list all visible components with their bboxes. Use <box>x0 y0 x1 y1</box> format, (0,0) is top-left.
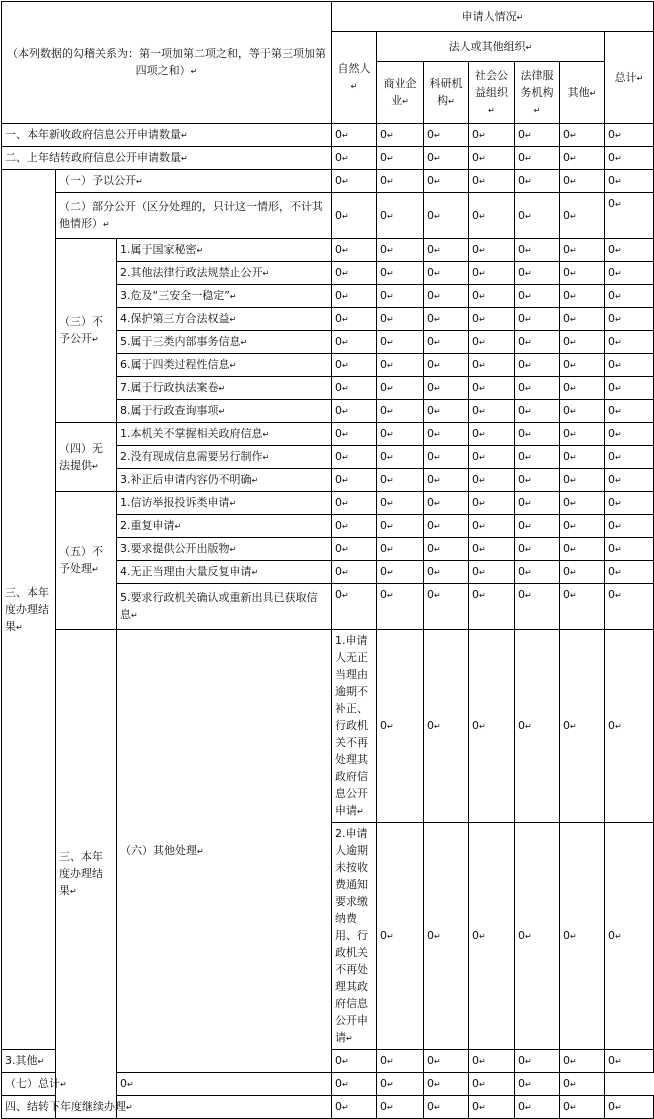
value-cell: 0↵ <box>560 515 605 538</box>
row-label: 7.属于行政执法案卷↵ <box>117 377 332 400</box>
value-cell: 0↵ <box>515 1073 560 1096</box>
value-cell: 0↵ <box>515 147 560 170</box>
value-cell: 0↵ <box>332 193 377 239</box>
commercial-header: 商业企业↵ <box>377 62 424 124</box>
value-cell: 0↵ <box>377 170 424 193</box>
value-cell: 0↵ <box>515 285 560 308</box>
value-cell: 0↵ <box>424 630 469 823</box>
row-label: 4.无正当理由大量反复申请↵ <box>117 561 332 584</box>
table-row <box>2 423 654 446</box>
row-label: 3.其他↵ <box>2 1050 56 1073</box>
value-cell: 0↵ <box>469 285 515 308</box>
value-cell: 0↵ <box>469 630 515 823</box>
value-cell: 0↵ <box>332 1096 377 1119</box>
value-cell: 0↵ <box>515 193 560 239</box>
value-cell: 0↵ <box>424 400 469 423</box>
value-cell: 0↵ <box>515 538 560 561</box>
value-cell: 0↵ <box>605 1050 654 1073</box>
value-cell: 0↵ <box>469 446 515 469</box>
value-cell: 0↵ <box>377 446 424 469</box>
row-label: 5.属于三类内部事务信息↵ <box>117 331 332 354</box>
row-label: 1.本机关不掌握相关政府信息↵ <box>117 423 332 446</box>
value-cell: 0↵ <box>377 124 424 147</box>
value-cell: 0↵ <box>377 423 424 446</box>
value-cell: 0↵ <box>332 469 377 492</box>
value-cell: 0↵ <box>605 193 654 239</box>
value-cell: 0↵ <box>469 423 515 446</box>
value-cell: 0↵ <box>515 1096 560 1119</box>
row-label: 2.没有现成信息需要另行制作↵ <box>117 446 332 469</box>
statistics-table <box>1 1 654 1119</box>
value-cell: 0↵ <box>377 1073 424 1096</box>
row-label: 8.属于行政查询事项↵ <box>117 400 332 423</box>
row-label: 2.申请人逾期未按收费通知要求缴纳费用、行政机关不再处理其政府信息公开申请↵ <box>332 823 377 1050</box>
value-cell: 0↵ <box>515 584 560 630</box>
value-cell: 0↵ <box>560 538 605 561</box>
value-cell: 0↵ <box>377 469 424 492</box>
value-cell: 0↵ <box>377 515 424 538</box>
value-cell: 0↵ <box>377 147 424 170</box>
value-cell: 0↵ <box>332 446 377 469</box>
value-cell: 0↵ <box>469 400 515 423</box>
table-row <box>2 193 654 239</box>
value-cell: 0↵ <box>332 239 377 262</box>
value-cell: 0↵ <box>424 561 469 584</box>
row-label: 3.危及“三安全一稳定”↵ <box>117 285 332 308</box>
value-cell: 0↵ <box>469 561 515 584</box>
value-cell: 0↵ <box>605 262 654 285</box>
value-cell: 0↵ <box>560 262 605 285</box>
value-cell: 0↵ <box>469 308 515 331</box>
value-cell: 0↵ <box>424 446 469 469</box>
value-cell: 0↵ <box>469 331 515 354</box>
value-cell: 0↵ <box>424 538 469 561</box>
value-cell: 0↵ <box>560 630 605 823</box>
row-label: 2.其他法律行政法规禁止公开↵ <box>117 262 332 285</box>
row-label: （一）予以公开↵ <box>56 170 332 193</box>
value-cell: 0↵ <box>605 170 654 193</box>
value-cell: 0↵ <box>605 331 654 354</box>
value-cell: 0↵ <box>560 377 605 400</box>
value-cell: 0↵ <box>424 584 469 630</box>
value-cell: 0↵ <box>424 262 469 285</box>
row-label: 6.属于四类过程性信息↵ <box>117 354 332 377</box>
value-cell: 0↵ <box>332 308 377 331</box>
value-cell: 0↵ <box>332 377 377 400</box>
group-six-label: （六）其他处理↵ <box>117 630 332 1073</box>
value-cell: 0↵ <box>605 377 654 400</box>
table-row <box>2 1073 654 1096</box>
value-cell: 0↵ <box>560 1073 605 1096</box>
value-cell: 0↵ <box>560 193 605 239</box>
value-cell: 0↵ <box>560 446 605 469</box>
value-cell: 0↵ <box>424 124 469 147</box>
value-cell: 0↵ <box>332 331 377 354</box>
value-cell: 0↵ <box>424 239 469 262</box>
value-cell: 0↵ <box>424 354 469 377</box>
table-row <box>2 492 654 515</box>
section-three-label-continued: 三、本年度办理结果↵ <box>56 630 117 1119</box>
value-cell: 0↵ <box>515 331 560 354</box>
legal-org-header: 法人或其他组织↵ <box>377 32 605 62</box>
value-cell: 0↵ <box>469 492 515 515</box>
value-cell: 0↵ <box>560 285 605 308</box>
value-cell: 0↵ <box>605 147 654 170</box>
value-cell: 0↵ <box>469 193 515 239</box>
value-cell: 0↵ <box>605 584 654 630</box>
value-cell: 0↵ <box>560 147 605 170</box>
table-row <box>2 170 654 193</box>
value-cell: 0↵ <box>377 331 424 354</box>
value-cell: 0↵ <box>469 170 515 193</box>
value-cell: 0↵ <box>560 1096 605 1119</box>
value-cell: 0↵ <box>515 377 560 400</box>
value-cell: 0↵ <box>560 823 605 1050</box>
value-cell: 0↵ <box>377 239 424 262</box>
row-label: 3.要求提供公开出版物↵ <box>117 538 332 561</box>
value-cell: 0↵ <box>605 285 654 308</box>
value-cell: 0↵ <box>560 354 605 377</box>
row-label: 4.保护第三方合法权益↵ <box>117 308 332 331</box>
value-cell: 0↵ <box>605 446 654 469</box>
value-cell: 0↵ <box>424 492 469 515</box>
value-cell: 0↵ <box>560 170 605 193</box>
value-cell: 0↵ <box>515 170 560 193</box>
value-cell: 0↵ <box>424 469 469 492</box>
row-label: 3.补正后申请内容仍不明确↵ <box>117 469 332 492</box>
value-cell: 0↵ <box>377 285 424 308</box>
value-cell: 0↵ <box>469 354 515 377</box>
value-cell: 0↵ <box>469 1096 515 1119</box>
value-cell: 0↵ <box>332 124 377 147</box>
value-cell: 0↵ <box>560 400 605 423</box>
value-cell: 0↵ <box>515 124 560 147</box>
table-row <box>2 630 654 823</box>
value-cell: 0↵ <box>469 239 515 262</box>
value-cell: 0↵ <box>605 423 654 446</box>
value-cell: 0↵ <box>605 630 654 823</box>
value-cell: 0↵ <box>424 308 469 331</box>
value-cell: 0↵ <box>377 538 424 561</box>
value-cell: 0↵ <box>377 561 424 584</box>
value-cell: 0↵ <box>469 1050 515 1073</box>
value-cell: 0↵ <box>377 630 424 823</box>
row-label: （七）总计↵ <box>2 1073 117 1096</box>
row-label: （二）部分公开（区分处理的，只计这一情形，不计其他情形）↵ <box>56 193 332 239</box>
row-label: 1.信访举报投诉类申请↵ <box>117 492 332 515</box>
value-cell: 0↵ <box>515 1050 560 1073</box>
group-five-label: （五）不予处理↵ <box>56 492 117 630</box>
value-cell: 0↵ <box>469 147 515 170</box>
value-cell: 0↵ <box>560 308 605 331</box>
value-cell: 0↵ <box>515 630 560 823</box>
value-cell: 0↵ <box>424 1050 469 1073</box>
value-cell: 0↵ <box>424 170 469 193</box>
section-three-label: 三、本年度办理结果↵ <box>2 170 56 1050</box>
value-cell: 0↵ <box>515 423 560 446</box>
value-cell: 0↵ <box>332 170 377 193</box>
value-cell: 0↵ <box>469 377 515 400</box>
value-cell: 0↵ <box>515 561 560 584</box>
table-row <box>2 1096 654 1119</box>
value-cell: 0↵ <box>560 331 605 354</box>
value-cell: 0↵ <box>515 823 560 1050</box>
table-row <box>2 239 654 262</box>
row-label: 5.要求行政机关确认或重新出具已获取信息↵ <box>117 584 332 630</box>
value-cell: 0↵ <box>332 1050 377 1073</box>
table-row <box>2 124 654 147</box>
value-cell: 0↵ <box>332 285 377 308</box>
row-label: 2.重复申请↵ <box>117 515 332 538</box>
value-cell: 0↵ <box>605 354 654 377</box>
row-label: 四、结转下年度继续办理↵ <box>2 1096 332 1119</box>
value-cell: 0↵ <box>469 538 515 561</box>
group-three-label: （三）不予公开↵ <box>56 239 117 423</box>
research-header: 科研机构↵ <box>424 62 469 124</box>
value-cell: 0↵ <box>605 823 654 1050</box>
value-cell: 0↵ <box>560 423 605 446</box>
value-cell: 0↵ <box>515 515 560 538</box>
value-cell: 0↵ <box>377 193 424 239</box>
value-cell: 0↵ <box>469 1073 515 1096</box>
natural-person-header: 自然人↵ <box>332 32 377 124</box>
value-cell: 0↵ <box>377 1050 424 1073</box>
value-cell: 0↵ <box>605 492 654 515</box>
group-four-label: （四）无法提供↵ <box>56 423 117 492</box>
value-cell: 0↵ <box>377 1096 424 1119</box>
value-cell: 0↵ <box>515 262 560 285</box>
value-cell: 0↵ <box>377 823 424 1050</box>
value-cell: 0↵ <box>605 308 654 331</box>
value-cell: 0↵ <box>515 354 560 377</box>
value-cell: 0↵ <box>377 308 424 331</box>
value-cell: 0↵ <box>515 400 560 423</box>
value-cell: 0↵ <box>424 377 469 400</box>
value-cell: 0↵ <box>605 239 654 262</box>
value-cell: 0↵ <box>332 515 377 538</box>
value-cell: 0↵ <box>605 1096 654 1119</box>
value-cell: 0↵ <box>515 446 560 469</box>
value-cell: 0↵ <box>560 239 605 262</box>
value-cell: 0↵ <box>377 354 424 377</box>
value-cell: 0↵ <box>560 584 605 630</box>
value-cell: 0↵ <box>377 377 424 400</box>
row-label: 1.属于国家秘密↵ <box>117 239 332 262</box>
value-cell: 0↵ <box>332 538 377 561</box>
value-cell: 0↵ <box>332 400 377 423</box>
value-cell: 0↵ <box>605 124 654 147</box>
value-cell: 0↵ <box>332 262 377 285</box>
value-cell: 0↵ <box>424 285 469 308</box>
value-cell: 0↵ <box>424 193 469 239</box>
value-cell: 0↵ <box>605 400 654 423</box>
other-header: 其他↵ <box>560 62 605 124</box>
row-label: 1.申请人无正当理由逾期不补正、行政机关不再处理其政府信息公开申请↵ <box>332 630 377 823</box>
value-cell: 0↵ <box>560 492 605 515</box>
value-cell: 0↵ <box>424 1096 469 1119</box>
value-cell: 0↵ <box>332 584 377 630</box>
value-cell: 0↵ <box>377 262 424 285</box>
value-cell: 0↵ <box>469 262 515 285</box>
value-cell: 0↵ <box>377 584 424 630</box>
legal-service-header: 法律服务机构↵ <box>515 62 560 124</box>
public-welfare-header: 社会公益组织↵ <box>469 62 515 124</box>
value-cell: 0↵ <box>560 561 605 584</box>
value-cell: 0↵ <box>332 492 377 515</box>
value-cell: 0↵ <box>469 584 515 630</box>
value-cell: 0↵ <box>469 823 515 1050</box>
applicant-status-header: 申请人情况↵ <box>332 2 654 32</box>
table-row <box>2 147 654 170</box>
value-cell: 0↵ <box>605 469 654 492</box>
value-cell: 0↵ <box>377 400 424 423</box>
value-cell: 0↵ <box>605 561 654 584</box>
value-cell: 0↵ <box>515 308 560 331</box>
value-cell: 0↵ <box>605 538 654 561</box>
value-cell: 0↵ <box>560 124 605 147</box>
value-cell: 0↵ <box>117 1073 332 1096</box>
row-label: 一、本年新收政府信息公开申请数量↵ <box>2 124 332 147</box>
value-cell: 0↵ <box>424 147 469 170</box>
value-cell: 0↵ <box>560 469 605 492</box>
value-cell: 0↵ <box>515 469 560 492</box>
value-cell: 0↵ <box>332 1073 377 1096</box>
value-cell: 0↵ <box>332 147 377 170</box>
value-cell: 0↵ <box>560 1050 605 1073</box>
total-header: 总计↵ <box>605 32 654 124</box>
value-cell: 0↵ <box>605 515 654 538</box>
row-label: 二、上年结转政府信息公开申请数量↵ <box>2 147 332 170</box>
value-cell: 0↵ <box>469 515 515 538</box>
value-cell: 0↵ <box>515 492 560 515</box>
value-cell: 0↵ <box>332 423 377 446</box>
value-cell: 0↵ <box>469 124 515 147</box>
value-cell: 0↵ <box>377 492 424 515</box>
value-cell: 0↵ <box>424 1073 469 1096</box>
value-cell: 0↵ <box>424 823 469 1050</box>
value-cell: 0↵ <box>424 515 469 538</box>
value-cell: 0↵ <box>424 423 469 446</box>
table-note: （本列数据的勾稽关系为：第一项加第二项之和，等于第三项加第四项之和）↵ <box>2 2 332 124</box>
value-cell: 0↵ <box>332 354 377 377</box>
value-cell: 0↵ <box>469 469 515 492</box>
value-cell: 0↵ <box>332 561 377 584</box>
value-cell: 0↵ <box>515 239 560 262</box>
value-cell: 0↵ <box>424 331 469 354</box>
